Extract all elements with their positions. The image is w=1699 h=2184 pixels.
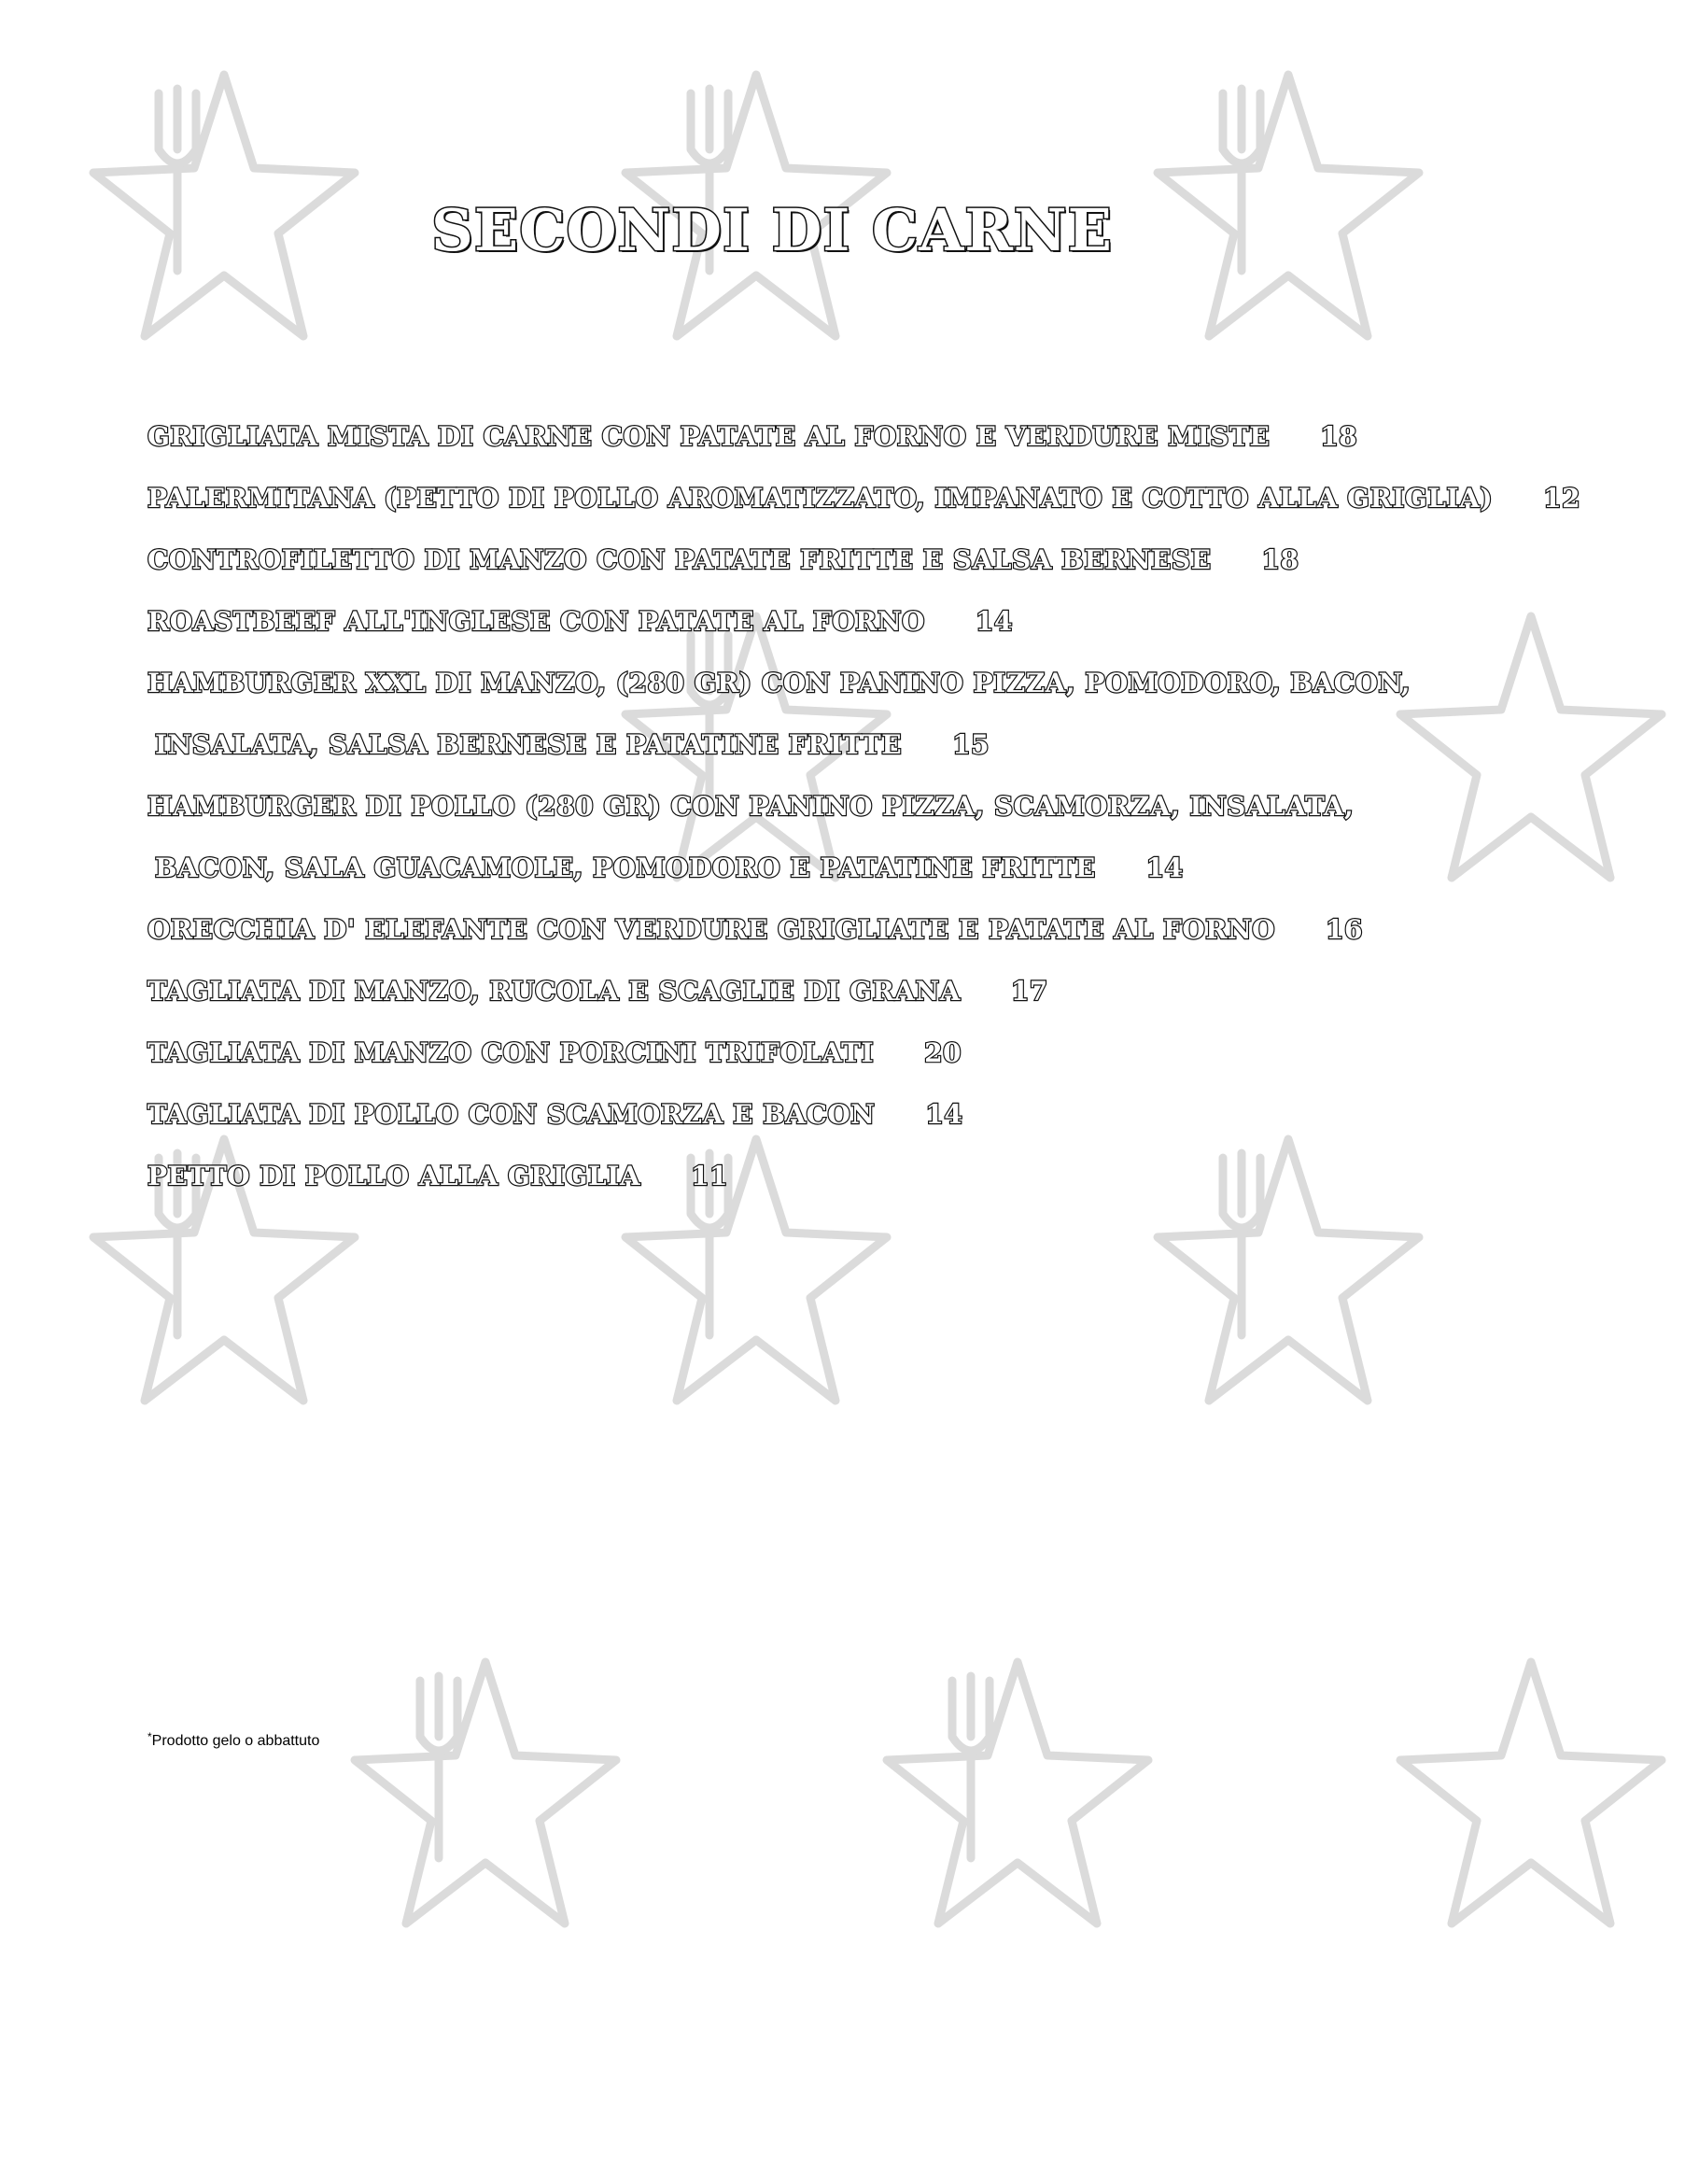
menu-item-price: 14 [975, 606, 1013, 637]
menu-item [147, 418, 1454, 480]
menu-item [147, 1096, 1454, 1158]
menu-item [147, 542, 1454, 603]
menu-item [147, 1158, 1454, 1219]
menu-item-name: CONTROFILETTO DI MANZO CON PATATE FRITTE E SALSA BERNESE [147, 544, 1212, 575]
menu-item-name: GRIGLIATA MISTA DI CARNE CON PATATE AL FORNO E VERDURE MISTE [147, 421, 1271, 452]
restaurant-guru-watermark [850, 1625, 1186, 1980]
menu-item [147, 603, 1454, 665]
menu-item-price: 17 [1010, 976, 1048, 1007]
menu-item-name: ORECCHIA D' ELEFANTE CON VERDURE GRIGLIATE E PATATE AL FORNO [147, 914, 1275, 945]
restaurant-guru-watermark [1363, 1625, 1699, 1980]
menu-item-price: 18 [1261, 544, 1299, 575]
menu-list [147, 418, 1581, 1219]
restaurant-guru-watermark [317, 1625, 653, 1980]
menu-item-name: TAGLIATA DI MANZO CON PORCINI TRIFOLATI [147, 1037, 875, 1068]
menu-item-name: HAMBURGER DI POLLO (280 GR) CON PANINO PIZZA, SCAMORZA, INSALATA, [147, 791, 1355, 822]
menu-item-name: BACON, SALA GUACAMOLE, POMODORO E PATATINE FRITTE [155, 852, 1096, 883]
menu-item [147, 973, 1454, 1035]
menu-item [147, 788, 1454, 850]
menu-item-continuation [147, 726, 1454, 788]
menu-item-name: INSALATA, SALSA BERNESE E PATATINE FRITTE [155, 729, 903, 760]
footnote-text: Prodotto gelo o abbattuto [151, 1733, 320, 1749]
menu-item-price: 14 [925, 1099, 963, 1130]
menu-item-name: PETTO DI POLLO ALLA GRIGLIA [147, 1161, 641, 1191]
menu-item-name: TAGLIATA DI POLLO CON SCAMORZA E BACON [147, 1099, 876, 1130]
menu-item [147, 911, 1454, 973]
menu-item [147, 1035, 1454, 1096]
menu-item-name: ROASTBEEF ALL'INGLESE CON PATATE AL FORNO [147, 606, 925, 637]
menu-item-continuation [147, 850, 1454, 911]
menu-item-price: 16 [1325, 914, 1363, 945]
menu-item-price: 15 [952, 729, 990, 760]
page-title: SECONDI DI CARNE [431, 196, 1113, 264]
footnote [147, 1730, 320, 1750]
menu-item-name: HAMBURGER XXL DI MANZO, (280 GR) CON PANINO PIZZA, POMODORO, BACON, [147, 668, 1411, 698]
menu-item-price: 18 [1320, 421, 1358, 452]
menu-item-price: 20 [924, 1037, 962, 1068]
footnote-marker: * [147, 1730, 152, 1743]
menu-item-price: 11 [691, 1161, 729, 1191]
menu-item [147, 665, 1454, 726]
menu-item-name: TAGLIATA DI MANZO, RUCOLA E SCAGLIE DI GRANA [147, 976, 961, 1007]
menu-item-price: 14 [1145, 852, 1184, 883]
menu-item-name: PALERMITANA (PETTO DI POLLO AROMATIZZATO, IMPANATO E COTTO ALLA GRIGLIA) [147, 483, 1494, 514]
menu-item-price: 12 [1543, 483, 1581, 514]
menu-item [147, 480, 1581, 542]
